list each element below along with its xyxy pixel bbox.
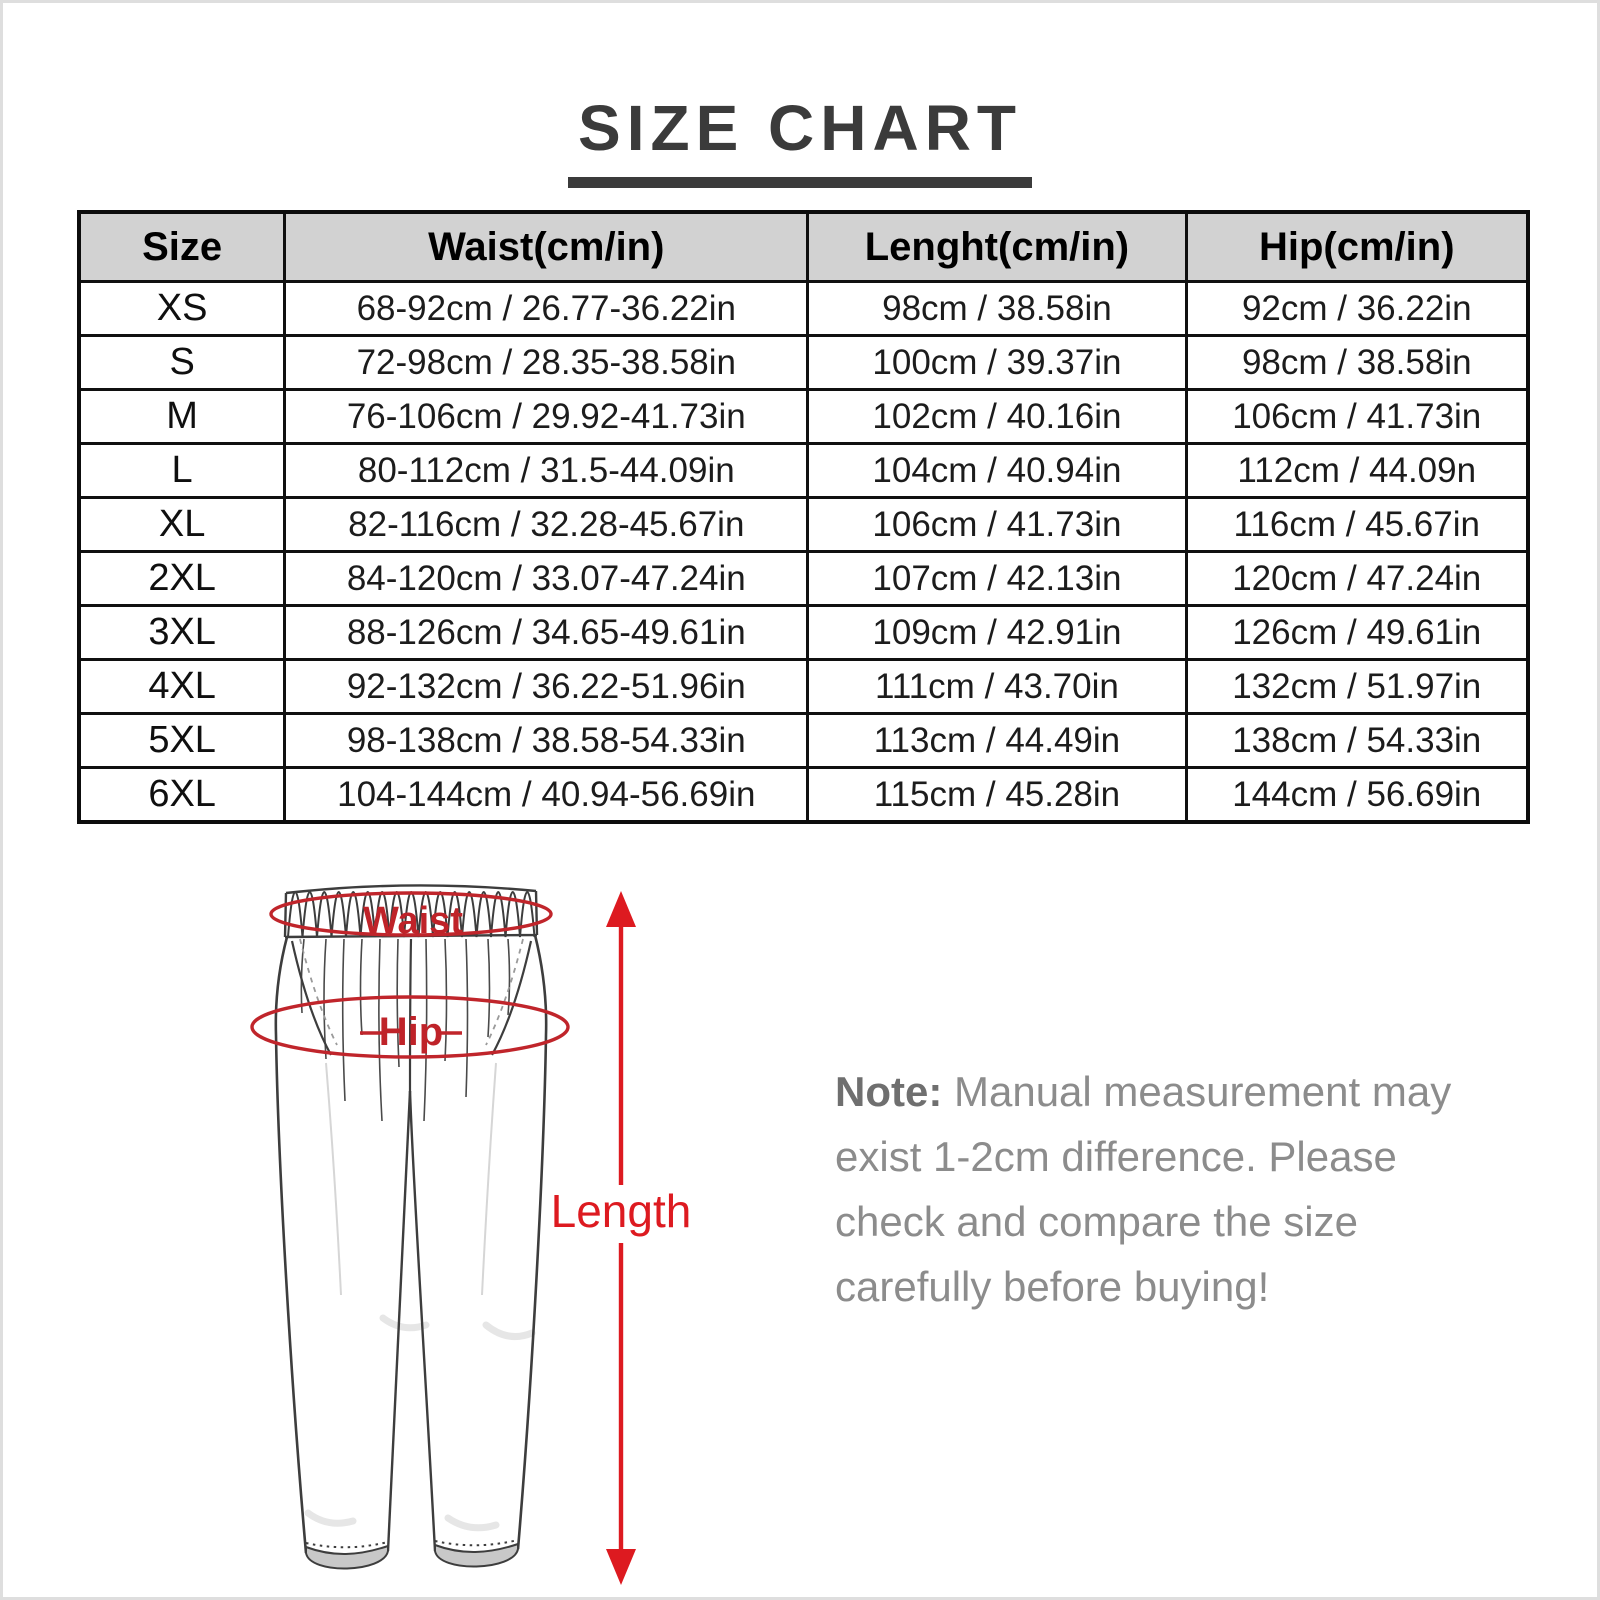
header-hip: Hip(cm/in) [1186, 212, 1528, 282]
pants-diagram [238, 863, 708, 1593]
cuff-hem-left [306, 1542, 388, 1547]
length-arrowhead-bottom [606, 1549, 636, 1585]
measure-cell: 104cm / 40.94in [808, 444, 1186, 498]
measure-cell: 76-106cm / 29.92-41.73in [285, 390, 808, 444]
length-arrowhead-top [606, 891, 636, 927]
measure-cell: 106cm / 41.73in [1186, 390, 1528, 444]
table-header-row [79, 212, 1528, 282]
waist-label: Waist [363, 900, 463, 942]
size-cell: S [79, 336, 285, 390]
table-row [79, 444, 1528, 498]
table-row [79, 336, 1528, 390]
measure-cell: 120cm / 47.24in [1186, 552, 1528, 606]
size-cell: 3XL [79, 606, 285, 660]
size-cell: 4XL [79, 660, 285, 714]
note-text [835, 1059, 1453, 1319]
table-row [79, 768, 1528, 823]
measure-cell: 109cm / 42.91in [808, 606, 1186, 660]
cuff-right [435, 1544, 518, 1567]
measure-cell: 98cm / 38.58in [808, 282, 1186, 336]
measure-cell: 132cm / 51.97in [1186, 660, 1528, 714]
table-row [79, 282, 1528, 336]
size-cell: M [79, 390, 285, 444]
measure-cell: 112cm / 44.09n [1186, 444, 1528, 498]
leg-outline-right [518, 935, 546, 1549]
size-cell: 2XL [79, 552, 285, 606]
page-title: SIZE CHART [568, 91, 1032, 188]
measure-cell: 116cm / 45.67in [1186, 498, 1528, 552]
measure-cell: 111cm / 43.70in [808, 660, 1186, 714]
measure-cell: 104-144cm / 40.94-56.69in [285, 768, 808, 823]
table-row [79, 714, 1528, 768]
measure-cell: 88-126cm / 34.65-49.61in [285, 606, 808, 660]
pants-drawing-svg [238, 863, 708, 1593]
note-body: Manual measurement may exist 1-2cm difference. Please check and compare the size carefully before buying! [835, 1068, 1452, 1310]
table-body [79, 282, 1528, 823]
measure-cell: 102cm / 40.16in [808, 390, 1186, 444]
hip-label: Hip [378, 1010, 444, 1054]
page-title-wrap [3, 91, 1597, 188]
table-row [79, 660, 1528, 714]
header-waist: Waist(cm/in) [285, 212, 808, 282]
measure-cell: 72-98cm / 28.35-38.58in [285, 336, 808, 390]
cuff-left [306, 1546, 388, 1569]
shading-marks [308, 1318, 532, 1528]
size-cell: L [79, 444, 285, 498]
measure-cell: 100cm / 39.37in [808, 336, 1186, 390]
table-row [79, 498, 1528, 552]
measure-cell: 98-138cm / 38.58-54.33in [285, 714, 808, 768]
size-cell: 6XL [79, 768, 285, 823]
measure-cell: 80-112cm / 31.5-44.09in [285, 444, 808, 498]
measure-cell: 92cm / 36.22in [1186, 282, 1528, 336]
pocket-line-right [492, 941, 531, 1055]
size-table [77, 210, 1530, 824]
header-length: Lenght(cm/in) [808, 212, 1186, 282]
measure-cell: 115cm / 45.28in [808, 768, 1186, 823]
length-label: Length [550, 1185, 692, 1237]
note-label: Note: [835, 1068, 943, 1115]
measure-cell: 68-92cm / 26.77-36.22in [285, 282, 808, 336]
measure-cell: 84-120cm / 33.07-47.24in [285, 552, 808, 606]
measure-cell: 106cm / 41.73in [808, 498, 1186, 552]
table-row [79, 390, 1528, 444]
measure-cell: 98cm / 38.58in [1186, 336, 1528, 390]
measure-cell: 126cm / 49.61in [1186, 606, 1528, 660]
measure-cell: 113cm / 44.49in [808, 714, 1186, 768]
inner-leg-right [410, 1091, 435, 1551]
measure-cell: 144cm / 56.69in [1186, 768, 1528, 823]
table-row [79, 552, 1528, 606]
measure-cell: 92-132cm / 36.22-51.96in [285, 660, 808, 714]
table-row [79, 606, 1528, 660]
size-cell: XS [79, 282, 285, 336]
header-size: Size [79, 212, 285, 282]
measure-cell: 82-116cm / 32.28-45.67in [285, 498, 808, 552]
size-cell: XL [79, 498, 285, 552]
measure-cell: 138cm / 54.33in [1186, 714, 1528, 768]
cuff-hem-right [435, 1540, 518, 1545]
measure-cell: 107cm / 42.13in [808, 552, 1186, 606]
leg-outline-left [276, 937, 306, 1553]
size-cell: 5XL [79, 714, 285, 768]
